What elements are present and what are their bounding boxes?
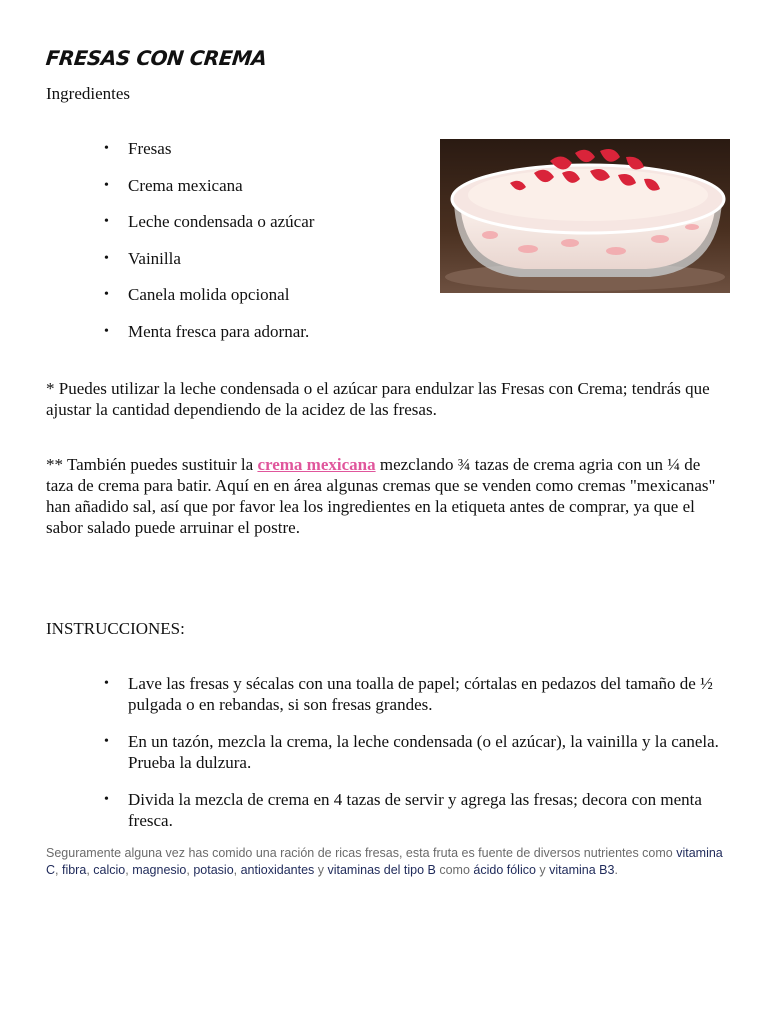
nutrient-term: vitaminas del tipo B [327, 863, 436, 877]
ingredient-item: • Crema mexicana [0, 175, 314, 212]
instruction-step: • Lave las fresas y sécalas con una toalla de papel; córtalas en pedazos del tamaño de ½ pulgada o en rebandas, si son fresas grandes. [0, 673, 740, 715]
footer-text: Seguramente alguna vez has comido una ración de ricas fresas, esta fruta es fuente de diversos nutrientes como [46, 846, 677, 860]
nutrition-note [46, 845, 736, 879]
strawberries-cream-photo [440, 139, 730, 293]
footer-text: . [614, 863, 618, 877]
footer-text: como [435, 863, 474, 877]
ingredient-item: • Fresas [0, 138, 314, 175]
ingredients-list [0, 138, 314, 357]
nutrient-term: fibra [61, 863, 87, 877]
instructions-heading: INSTRUCCIONES: [46, 619, 185, 638]
crema-mexicana-link[interactable]: crema mexicana [257, 455, 376, 474]
recipe-title: FRESAS CON CREMA [44, 46, 268, 70]
instruction-step: • Divida la mezcla de crema en 4 tazas de servir y agrega las fresas; decora con menta fresca. [0, 789, 740, 831]
footer-text: , [186, 863, 194, 877]
footer-text: y [314, 863, 328, 877]
footer-text: , [55, 863, 62, 877]
ingredient-item: • Leche condensada o azúcar [0, 211, 314, 248]
note-sweetener: * Puedes utilizar la leche condensada o el azúcar para endulzar las Fresas con Crema; tendrás que ajustar la cantidad dependiendo de la acidez de las fresas. [46, 379, 710, 419]
ingredient-item: • Menta fresca para adornar. [0, 321, 314, 358]
footer-text: y [535, 863, 550, 877]
nutrient-term: ácido fólico [473, 863, 536, 877]
note-text: ** También puedes sustituir la [46, 455, 258, 474]
instructions-list [0, 673, 740, 847]
ingredients-heading: Ingredientes [46, 84, 131, 103]
nutrient-term: potasio [193, 863, 234, 877]
instruction-step: • En un tazón, mezcla la crema, la leche condensada (o el azúcar), la vainilla y la canela. Prueba la dulzura. [0, 731, 740, 773]
footer-text: , [86, 863, 94, 877]
note-substitute [46, 454, 726, 538]
nutrient-term: vitamina B3 [549, 863, 615, 877]
ingredient-item: • Canela molida opcional [0, 284, 314, 321]
nutrient-term: antioxidantes [240, 863, 315, 877]
nutrient-term: magnesio [132, 863, 187, 877]
note-text: mezclando ¾ tazas de crema agria con un ¼ de taza de crema para batir. Aquí en en área algunas cremas que se venden como cremas "mexicanas" han añadido sal, así que por favor lea los ingredientes en la etiqueta antes de comprar, ya que el sabor salado puede arruinar el postre. [46, 455, 716, 537]
nutrient-term: vitamina C [46, 846, 723, 877]
ingredient-item: • Vainilla [0, 248, 314, 285]
nutrient-term: calcio [93, 863, 126, 877]
footer-text: , [125, 863, 133, 877]
footer-text: , [233, 863, 241, 877]
